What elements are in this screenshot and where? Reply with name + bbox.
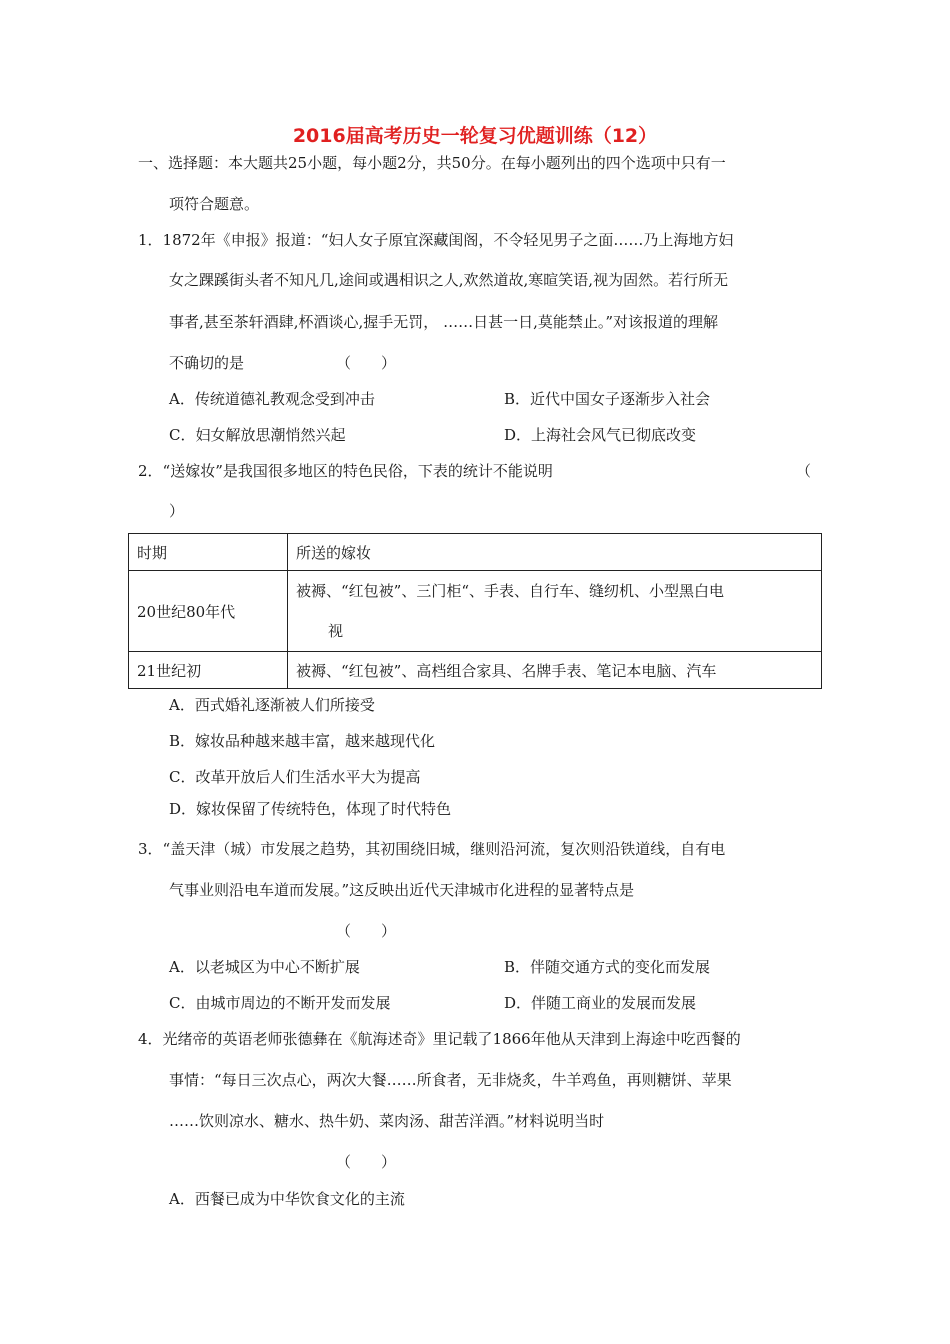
table-cell-items-line1: 被褥、“红包被”、三门柜“、手表、自行车、缝纫机、小型黑白电: [296, 582, 725, 600]
dowry-table: [128, 533, 822, 689]
table-header-period: 时期: [129, 534, 288, 571]
q1-stem-line2: 女之踝蹊街头者不知凡几,途间或遇相识之人,欢然道故,寒暄笑语,视为固然。若行所无: [169, 271, 729, 289]
table-header-row: [129, 534, 822, 571]
table-cell-items: [288, 571, 822, 652]
table-header-items: 所送的嫁妆: [288, 534, 822, 571]
q3-answer-paren: （ ）: [336, 922, 397, 940]
page-title: 2016届高考历史一轮复习优题训练（12）: [292, 125, 658, 147]
q2-option-b: B．嫁妆品种越来越丰富，越来越现代化: [169, 732, 436, 750]
q3-stem-line2: 气事业则沿电车道而发展。”这反映出近代天津城市化进程的显著特点是: [169, 881, 635, 899]
q1-stem-line1: 1．1872年《申报》报道：“妇人女子原宜深藏闺阁，不令轻见男子之面……乃上海地方妇: [138, 231, 734, 249]
table-row: [129, 652, 822, 689]
q3-stem-line1: 3．“盖天津（城）市发展之趋势，其初围绕旧城，继则沿河流，复次则沿铁道线，自有电: [138, 840, 726, 858]
table-cell-period: 21世纪初: [129, 652, 288, 689]
q3-option-d: D．伴随工商业的发展而发展: [504, 994, 697, 1012]
section-instruction-line2: 项符合题意。: [169, 195, 260, 213]
q2-option-c: C．改革开放后人们生活水平大为提高: [169, 768, 421, 786]
q1-stem-line3: 事者,甚至茶轩酒肆,杯酒谈心,握手无罚， ……日甚一日,莫能禁止。”对该报道的理解: [169, 313, 719, 331]
q4-stem-line2: 事情：“每日三次点心，两次大餐……所食者，无非烧炙，牛羊鸡鱼，再则糖饼、苹果: [169, 1071, 732, 1089]
q1-answer-paren: （ ）: [336, 354, 397, 372]
q2-stem-line1: 2．“送嫁妆”是我国很多地区的特色民俗，下表的统计不能说明: [138, 462, 553, 480]
q3-option-c: C．由城市周边的不断开发而发展: [169, 994, 391, 1012]
q2-option-a: A．西式婚礼逐渐被人们所接受: [169, 696, 375, 714]
q4-option-a: A．西餐已成为中华饮食文化的主流: [169, 1190, 405, 1208]
q3-option-a: A．以老城区为中心不断扩展: [169, 958, 360, 976]
q1-option-d: D．上海社会风气已彻底改变: [504, 426, 697, 444]
q1-option-a: A．传统道德礼教观念受到冲击: [169, 390, 375, 408]
q4-answer-paren: （ ）: [336, 1153, 397, 1171]
q1-option-b: B．近代中国女子逐渐步入社会: [504, 390, 711, 408]
section-instruction-line1: 一、选择题：本大题共25小题，每小题2分，共50分。在每小题列出的四个选项中只有一: [138, 154, 726, 172]
q2-paren-close: ）: [169, 502, 185, 520]
table-cell-items: 被褥、“红包被”、高档组合家具、名牌手表、笔记本电脑、汽车: [288, 652, 822, 689]
table-cell-period: 20世纪80年代: [129, 571, 288, 652]
q4-stem-line1: 4．光绪帝的英语老师张德彝在《航海述奇》里记载了1866年他从天津到上海途中吃西餐的: [138, 1030, 741, 1048]
table-cell-items-line2: 视: [328, 622, 344, 640]
table-row: [129, 571, 822, 652]
q4-stem-line3: ……饮则凉水、糖水、热牛奶、菜肉汤、甜苦洋酒。”材料说明当时: [169, 1112, 605, 1130]
q3-option-b: B．伴随交通方式的变化而发展: [504, 958, 711, 976]
q2-paren-open: （: [796, 462, 812, 480]
q1-stem-line4: 不确切的是: [169, 354, 245, 372]
q2-option-d: D．嫁妆保留了传统特色，体现了时代特色: [169, 800, 452, 818]
q1-option-c: C．妇女解放思潮悄然兴起: [169, 426, 346, 444]
